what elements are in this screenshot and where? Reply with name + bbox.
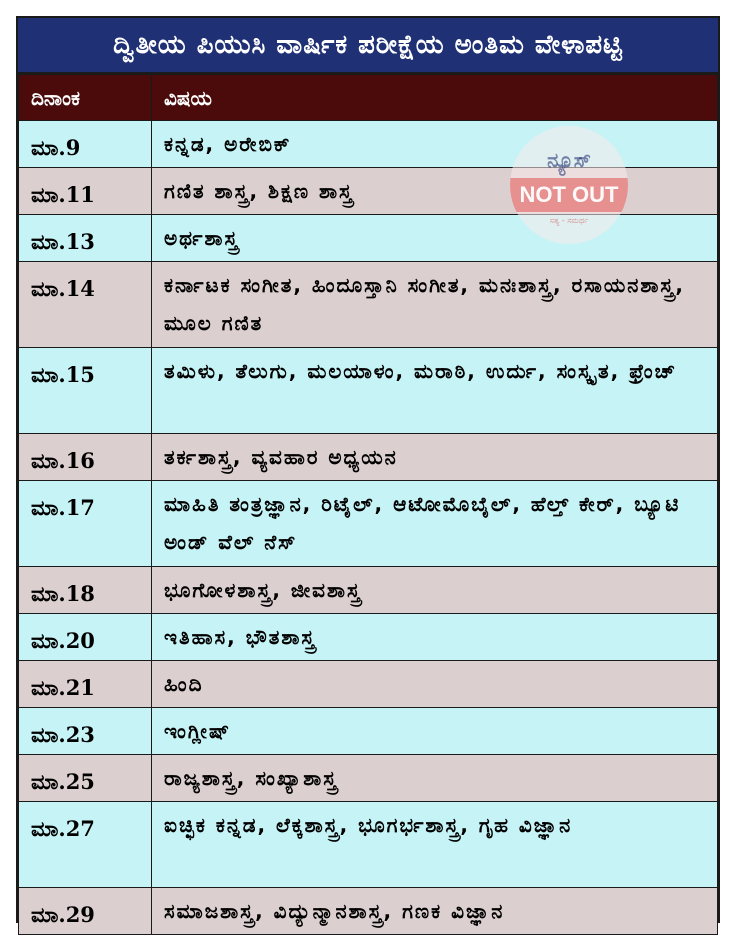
row-subjects: ತರ್ಕಶಾಸ್ತ್ರ, ವ್ಯವಹಾರ ಅಧ್ಯಯನ [152,434,718,481]
page-title: ದ್ವಿತೀಯ ಪಿಯುಸಿ ವಾರ್ಷಿಕ ಪರೀಕ್ಷೆಯ ಅಂತಿಮ ವೇಳಾಪಟ್ಟಿ [18,18,718,74]
row-date: ಮಾ.18 [19,567,152,614]
schedule-table [18,74,718,935]
row-date: ಮಾ.27 [19,802,152,888]
row-date: ಮಾ.29 [19,888,152,935]
row-subjects: ಹಿಂದಿ [152,661,718,708]
table-row [19,614,718,661]
table-row [19,661,718,708]
table-row [19,168,718,215]
schedule-frame [16,16,720,927]
row-date: ಮಾ.13 [19,215,152,262]
row-subjects: ಮಾಹಿತಿ ತಂತ್ರಜ್ಞಾನ, ರಿಟೈಲ್, ಆಟೋಮೊಬೈಲ್, ಹೆಲ್ತ್ ಕೇರ್, ಬ್ಯೂಟಿ ಅಂಡ್ ವೆಲ್ ನೆಸ್ [152,481,718,567]
table-row [19,434,718,481]
row-subjects: ಇತಿಹಾಸ, ಭೌತಶಾಸ್ತ್ರ [152,614,718,661]
logo-top-text: ನ್ಯೂಸ್ [547,148,591,172]
row-date: ಮಾ.21 [19,661,152,708]
row-date: ಮಾ.9 [19,121,152,168]
row-subjects: ಕನ್ನಡ, ಅರೇಬಿಕ್ [152,121,718,168]
table-row [19,348,718,434]
row-subjects: ಸಮಾಜಶಾಸ್ತ್ರ, ವಿದ್ಯುನ್ಮಾನಶಾಸ್ತ್ರ, ಗಣಕ ವಿಜ್ಞಾನ [152,888,718,935]
row-subjects: ರಾಜ್ಯಶಾಸ್ತ್ರ, ಸಂಖ್ಯಾಶಾಸ್ತ್ರ [152,755,718,802]
table-header-row [19,75,718,121]
row-date: ಮಾ.15 [19,348,152,434]
row-date: ಮಾ.25 [19,755,152,802]
row-subjects: ಐಚ್ಛಿಕ ಕನ್ನಡ, ಲೆಕ್ಕಶಾಸ್ತ್ರ, ಭೂಗರ್ಭಶಾಸ್ತ್ರ, ಗೃಹ ವಿಜ್ಞಾನ [152,802,718,888]
row-subjects: ತಮಿಳು, ತೆಲುಗು, ಮಲಯಾಳಂ, ಮರಾಠಿ, ಉರ್ದು, ಸಂಸ್ಕೃತ, ಫ್ರೆಂಚ್ [152,348,718,434]
logo-band-text: NOT OUT [510,178,628,212]
row-date: ಮಾ.17 [19,481,152,567]
table-row [19,802,718,888]
row-subjects: ಗಣಿತ ಶಾಸ್ತ್ರ, ಶಿಕ್ಷಣ ಶಾಸ್ತ್ರ [152,168,718,215]
table-row [19,888,718,935]
row-date: ಮಾ.23 [19,708,152,755]
row-date: ಮಾ.14 [19,262,152,348]
header-date: ದಿನಾಂಕ [19,75,152,121]
row-subjects: ಭೂಗೋಳಶಾಸ್ತ್ರ, ಜೀವಶಾಸ್ತ್ರ [152,567,718,614]
row-subjects: ಕರ್ನಾಟಕ ಸಂಗೀತ, ಹಿಂದೂಸ್ತಾನಿ ಸಂಗೀತ, ಮನಃಶಾಸ್ತ್ರ, ರಸಾಯನಶಾಸ್ತ್ರ, ಮೂಲ ಗಣಿತ [152,262,718,348]
table-row [19,215,718,262]
table-row [19,755,718,802]
row-date: ಮಾ.16 [19,434,152,481]
row-subjects: ಅರ್ಥಶಾಸ್ತ್ರ [152,215,718,262]
table-row [19,708,718,755]
row-subjects: ಇಂಗ್ಲೀಷ್ [152,708,718,755]
table-row [19,121,718,168]
table-row [19,481,718,567]
row-date: ಮಾ.20 [19,614,152,661]
row-date: ಮಾ.11 [19,168,152,215]
table-row [19,262,718,348]
table-row [19,567,718,614]
logo-sub-text: ಸತ್ಯ - ಸಮರ್ಥ [549,216,589,225]
header-subject: ವಿಷಯ [152,75,718,121]
